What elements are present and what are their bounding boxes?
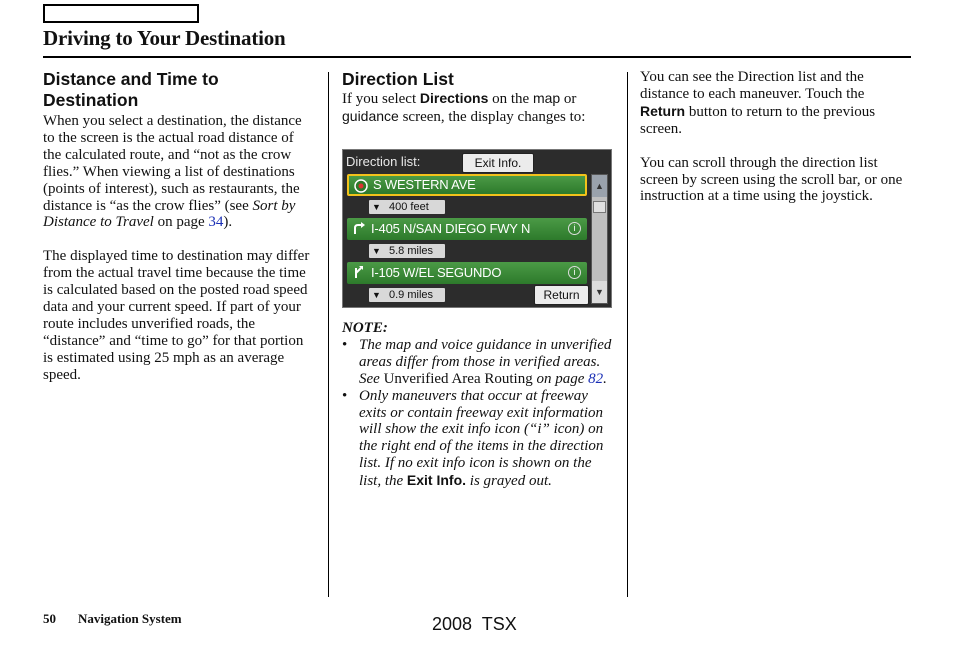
down-triangle-icon: ▼ (372, 246, 381, 256)
distance-value: 400 feet (389, 201, 429, 213)
distance-value: 0.9 miles (389, 289, 434, 301)
direction-row-2[interactable] (347, 218, 587, 240)
left-column (43, 69, 313, 384)
guidance-term: guidance (342, 107, 399, 124)
destination-circle-icon (354, 179, 368, 193)
scroll-bar[interactable] (591, 174, 608, 304)
left-paragraph-2: The displayed time to destination may differ from the actual travel time because the time is calculated based on the posted road speed data and your current speed. If part of your route includes unverified roads, the “distance” and “time to go” for that portion is estimated using 25 mph as an average speed. (43, 248, 310, 383)
cross-reference: Sort by Distance to Travel (43, 197, 296, 231)
turn-right-arrow-icon (352, 221, 366, 235)
direction-row-1[interactable] (347, 174, 587, 196)
direction-row-3[interactable] (347, 262, 587, 284)
bullet-icon: • (342, 336, 348, 353)
text-run: on the (488, 91, 533, 107)
directions-term: Directions (419, 90, 489, 106)
bullet-icon: • (342, 387, 348, 404)
text-run: When you select a destination, the distance to the screen is the actual road distance of the calculated route, and “not as the crow flies.” When viewing a list of destinations (points of interest), such as restaurants, the distance is “as the crow flies” (see (43, 113, 302, 214)
text-run: If you select (342, 91, 420, 107)
column-divider-2 (627, 72, 628, 597)
note-item (342, 388, 614, 490)
down-triangle-icon: ▼ (372, 202, 381, 212)
direction-street: I-105 W/EL SEGUNDO (371, 265, 502, 280)
text-run: . (603, 370, 607, 387)
direction-list-header: Direction list: (346, 154, 421, 169)
page-link-34[interactable]: 34 (208, 214, 224, 231)
text-run: is grayed out. (466, 473, 552, 490)
middle-intro (342, 90, 614, 126)
return-button[interactable]: Return (534, 285, 589, 305)
middle-column (342, 69, 614, 126)
column-divider-1 (328, 72, 329, 597)
page-number: 50 (43, 611, 56, 626)
cross-reference: Unverified Area Routing (383, 370, 533, 387)
scroll-up-icon[interactable]: ▲ (592, 175, 607, 197)
distance-value: 5.8 miles (389, 245, 434, 257)
text-run: The map and voice guidance in unverified areas differ from those in verified areas. See (359, 336, 612, 387)
text-run: screen, the display changes to: (398, 108, 586, 125)
notes-block (342, 320, 614, 490)
note-heading: NOTE: (342, 320, 388, 336)
exit-info-icon[interactable]: i (568, 266, 581, 279)
left-paragraph-1 (43, 113, 313, 231)
text-run: on page (532, 370, 589, 387)
header-tab-box (43, 4, 199, 23)
note-item (342, 337, 614, 388)
text-run: or (560, 91, 577, 107)
right-column (640, 69, 912, 205)
text-run: Only maneuvers that occur at freeway exits or contain freeway exit information will show the exit info icon (“i” icon) on the right end of the items in the direction list. If no exit info icon is shown on the list, the (359, 387, 604, 490)
exit-info-button[interactable]: Exit Info. (462, 153, 534, 173)
direction-street: I-405 N/SAN DIEGO FWY N (371, 221, 531, 236)
page-title: Driving to Your Destination (43, 26, 286, 50)
header-rule (43, 56, 911, 58)
direction-list-screenshot (342, 149, 612, 308)
scroll-thumb[interactable] (593, 201, 606, 213)
footer-section: Navigation System (78, 611, 182, 626)
map-term: map (532, 90, 561, 106)
model-label: 2008 TSX (432, 614, 517, 634)
section-heading-direction-list: Direction List (342, 69, 454, 89)
return-term: Return (640, 102, 686, 119)
down-triangle-icon: ▼ (372, 290, 381, 300)
text-run: on page (153, 214, 209, 231)
text-run: button to return to the previous screen. (640, 103, 876, 137)
distance-row-3 (369, 288, 445, 302)
right-paragraph-1 (640, 69, 912, 138)
distance-row-1 (369, 200, 445, 214)
text-run: You can see the Direction list and the distance to each maneuver. Touch the (640, 69, 865, 102)
direction-street: S WESTERN AVE (373, 177, 476, 192)
page-link-82[interactable]: 82 (588, 370, 604, 387)
right-paragraph-2: You can scroll through the direction list screen by screen using the scroll bar, or one instruction at a time using the joystick. (640, 154, 903, 205)
exit-ramp-icon (352, 265, 366, 279)
text-run: ). (223, 214, 233, 231)
notes-list (342, 337, 614, 490)
exit-info-term: Exit Info. (406, 472, 467, 489)
section-heading-distance-time: Distance and Time to Destination (43, 69, 219, 110)
distance-row-2 (369, 244, 445, 258)
scroll-down-icon[interactable]: ▼ (592, 281, 607, 303)
exit-info-icon[interactable]: i (568, 222, 581, 235)
